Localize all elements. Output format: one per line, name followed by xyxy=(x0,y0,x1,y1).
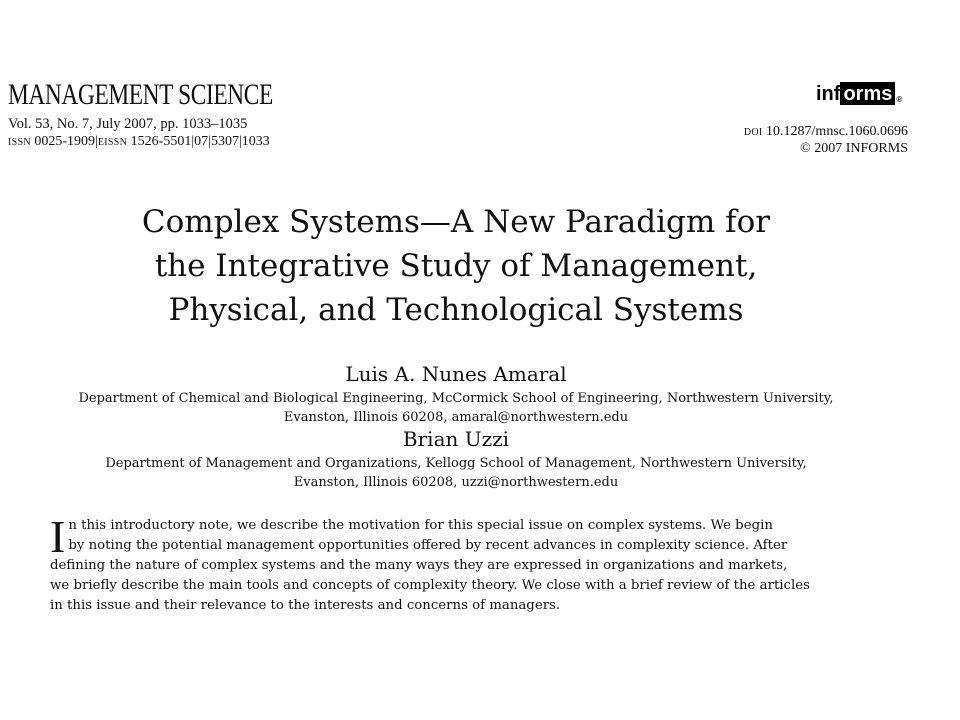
abstract-line: by noting the potential management opportunities offered by recent advances in complexity science. After xyxy=(68,538,788,553)
logo-text-inf: inf xyxy=(816,83,841,105)
issn-tail: 07|5307|1033 xyxy=(194,134,270,149)
article-title xyxy=(0,200,912,332)
author-name: Luis A. Nunes Amaral xyxy=(345,362,567,386)
logo-text-orms: orms xyxy=(840,82,895,105)
abstract-line: in this issue and their relevance to the interests and concerns of managers. xyxy=(50,598,561,613)
affiliation-line: Department of Management and Organizations, Kellogg School of Management, Northwestern University, xyxy=(105,456,807,471)
abstract-dropcap: I xyxy=(50,511,66,562)
issn-value: 0025-1909 xyxy=(30,134,96,149)
author-affiliation xyxy=(0,389,912,427)
abstract-line: we briefly describe the main tools and concepts of complexity theory. We close with a brief review of the articles xyxy=(50,578,810,593)
issn-label: ISSN xyxy=(8,137,31,148)
affiliation-line: Evanston, Illinois 60208, uzzi@northwestern.edu xyxy=(293,475,619,490)
issn-line: ISSN 0025-1909|EISSN 1526-5501|07|5307|1033 xyxy=(8,134,270,149)
author-name: Brian Uzzi xyxy=(402,427,510,451)
eissn-value: 1526-5501 xyxy=(127,134,192,149)
affiliation-line: Department of Chemical and Biological Engineering, McCormick School of Engineering, Northwestern University, xyxy=(78,391,834,406)
eissn-label: EISSN xyxy=(97,137,128,148)
title-line: Physical, and Technological Systems xyxy=(168,292,744,328)
abstract-line: defining the nature of complex systems and the many ways they are expressed in organizations and markets, xyxy=(50,558,788,573)
abstract-line: n this introductory note, we describe the motivation for this special issue on complex systems. We begin xyxy=(68,518,773,533)
volume-line: Vol. 53, No. 7, July 2007, pp. 1033–1035 xyxy=(8,116,248,132)
informs-logo xyxy=(816,82,902,105)
abstract xyxy=(50,511,866,616)
logo-registered-mark: ® xyxy=(896,95,903,104)
journal-title: MANAGEMENT SCIENCE xyxy=(8,78,273,111)
doi-value: 10.1287/mnsc.1060.0696 xyxy=(762,124,908,139)
title-line: the Integrative Study of Management, xyxy=(154,248,758,284)
affiliation-line: Evanston, Illinois 60208, amaral@northwestern.edu xyxy=(283,410,629,425)
copyright-line: © 2007 INFORMS xyxy=(800,141,908,156)
doi-label: DOI xyxy=(743,127,763,138)
doi-line xyxy=(744,124,908,140)
title-line: Complex Systems—A New Paradigm for xyxy=(141,204,771,240)
author-affiliation xyxy=(0,454,912,492)
